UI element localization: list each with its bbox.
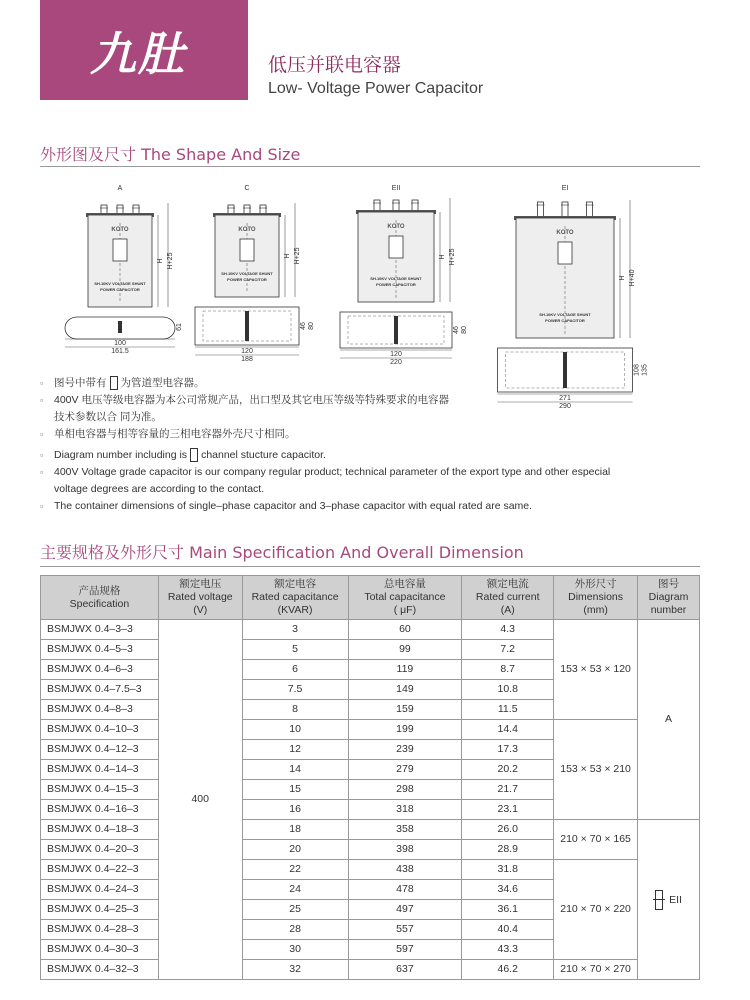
current-cell: 11.5 bbox=[462, 700, 554, 720]
model-cell: BSMJWX 0.4–20–3 bbox=[41, 840, 159, 860]
dimension-cell: 210 × 70 × 165 bbox=[554, 820, 638, 860]
note-line bbox=[40, 426, 660, 443]
mount-slot bbox=[394, 316, 398, 344]
capacitance-cell: 358 bbox=[348, 820, 462, 840]
dimension-label: 290 bbox=[559, 403, 571, 410]
nameplate-window bbox=[240, 239, 254, 261]
diagram-label: A bbox=[665, 713, 673, 725]
model-cell: BSMJWX 0.4–12–3 bbox=[41, 740, 159, 760]
diagram-label: EII bbox=[391, 185, 401, 192]
dimension-label: 271 bbox=[559, 395, 571, 402]
header-unit: (A) bbox=[500, 604, 515, 616]
brand-logo-text: 九肚 bbox=[90, 27, 186, 81]
note-text: Diagram number including is bbox=[54, 449, 188, 461]
note-text: channel stucture capacitor. bbox=[201, 449, 326, 461]
note-line-cont: 技术参数以合 同为准。 bbox=[54, 411, 162, 423]
kvar-cell: 32 bbox=[242, 960, 348, 980]
header-en: Dimensions bbox=[568, 591, 623, 603]
header-cn: 图号 bbox=[658, 578, 680, 590]
capacitance-cell: 199 bbox=[348, 720, 462, 740]
dimension-label: H+25 bbox=[449, 248, 456, 266]
header-en: Total capacitance bbox=[364, 591, 446, 603]
dimension-label: H bbox=[439, 254, 446, 260]
capacitance-cell: 597 bbox=[348, 940, 462, 960]
channel-capacitor-icon bbox=[190, 448, 198, 462]
mount-slot bbox=[245, 311, 249, 341]
model-cell: BSMJWX 0.4–32–3 bbox=[41, 960, 159, 980]
capacitance-cell: 438 bbox=[348, 860, 462, 880]
current-cell: 20.2 bbox=[462, 760, 554, 780]
model-cell: BSMJWX 0.4–7.5–3 bbox=[41, 680, 159, 700]
voltage-cell: 400 bbox=[158, 620, 242, 980]
brand-tag: KOTO bbox=[111, 227, 129, 233]
terminal-icon bbox=[587, 202, 593, 218]
column-header bbox=[462, 576, 554, 620]
dimension-label: 46 bbox=[300, 322, 307, 330]
header-en: Rated capacitance bbox=[251, 591, 339, 603]
model-cell: BSMJWX 0.4–5–3 bbox=[41, 640, 159, 660]
bullet-icon: ▫ bbox=[40, 501, 44, 511]
section-divider bbox=[40, 166, 700, 167]
current-cell: 46.2 bbox=[462, 960, 554, 980]
page-title-en: Low- Voltage Power Capacitor bbox=[268, 80, 484, 97]
model-cell: BSMJWX 0.4–22–3 bbox=[41, 860, 159, 880]
model-cell: BSMJWX 0.4–16–3 bbox=[41, 800, 159, 820]
kvar-cell: 22 bbox=[242, 860, 348, 880]
column-header bbox=[242, 576, 348, 620]
dimension-label: 80 bbox=[308, 322, 315, 330]
notes-block bbox=[40, 375, 660, 515]
capacitance-cell: 149 bbox=[348, 680, 462, 700]
dimension-label: 61 bbox=[176, 323, 183, 331]
kvar-cell: 20 bbox=[242, 840, 348, 860]
note-text: 单相电容器与相等容量的三相电容器外壳尺寸相同。 bbox=[54, 428, 296, 440]
note-line bbox=[40, 447, 660, 464]
diagram-label: EII bbox=[669, 893, 682, 906]
dimension-cell: 210 × 70 × 270 bbox=[554, 960, 638, 980]
dimension-label: 220 bbox=[390, 359, 402, 366]
column-header bbox=[348, 576, 462, 620]
note-line bbox=[40, 464, 660, 481]
capacitance-cell: 497 bbox=[348, 900, 462, 920]
column-header bbox=[41, 576, 159, 620]
kvar-cell: 18 bbox=[242, 820, 348, 840]
dimension-label: 80 bbox=[461, 326, 468, 334]
current-cell: 36.1 bbox=[462, 900, 554, 920]
table-row bbox=[41, 860, 700, 880]
header-cn: 产品规格 bbox=[78, 584, 121, 597]
spec-table bbox=[40, 575, 700, 980]
header-cn: 外形尺寸 bbox=[574, 578, 617, 590]
dimension-label: 120 bbox=[390, 351, 402, 358]
current-cell: 26.0 bbox=[462, 820, 554, 840]
header-cn: 额定电容 bbox=[274, 578, 317, 590]
header-unit: (V) bbox=[193, 604, 208, 616]
mount-slot bbox=[118, 321, 122, 333]
note-line bbox=[40, 375, 660, 392]
terminal-icon bbox=[562, 202, 568, 218]
table-row bbox=[41, 620, 700, 640]
table-row bbox=[41, 820, 700, 840]
nameplate-text: POWER CAPACITOR bbox=[376, 282, 416, 287]
diagram-cell bbox=[638, 820, 700, 980]
kvar-cell: 16 bbox=[242, 800, 348, 820]
model-cell: BSMJWX 0.4–24–3 bbox=[41, 880, 159, 900]
header-unit: ( μF) bbox=[393, 604, 417, 616]
kvar-cell: 5 bbox=[242, 640, 348, 660]
dimension-label: 100 bbox=[114, 340, 126, 347]
current-cell: 23.1 bbox=[462, 800, 554, 820]
kvar-cell: 12 bbox=[242, 740, 348, 760]
nameplate-window bbox=[558, 242, 572, 264]
shape-section-heading: 外形图及尺寸 The Shape And Size bbox=[40, 145, 301, 164]
dimension-cell: 153 × 53 × 120 bbox=[554, 620, 638, 720]
model-cell: BSMJWX 0.4–3–3 bbox=[41, 620, 159, 640]
capacitance-cell: 119 bbox=[348, 660, 462, 680]
kvar-cell: 30 bbox=[242, 940, 348, 960]
dimension-label: H bbox=[619, 275, 626, 281]
header-en: Rated current bbox=[475, 591, 540, 603]
capacitance-cell: 557 bbox=[348, 920, 462, 940]
dimension-label: H+25 bbox=[167, 252, 174, 270]
header-unit: (mm) bbox=[583, 604, 608, 616]
kvar-cell: 28 bbox=[242, 920, 348, 940]
nameplate-window bbox=[113, 239, 127, 261]
kvar-cell: 10 bbox=[242, 720, 348, 740]
column-header bbox=[554, 576, 638, 620]
header-en: Diagram bbox=[648, 591, 689, 603]
capacitance-cell: 99 bbox=[348, 640, 462, 660]
brand-tag: KOTO bbox=[387, 224, 405, 230]
note-text: 为管道型电容器。 bbox=[120, 377, 205, 389]
kvar-cell: 8 bbox=[242, 700, 348, 720]
current-cell: 28.9 bbox=[462, 840, 554, 860]
note-line bbox=[40, 392, 660, 409]
current-cell: 17.3 bbox=[462, 740, 554, 760]
note-text: 400V Voltage grade capacitor is our company regular product; technical parameter of the export type and other especial bbox=[54, 466, 611, 478]
terminal-icon bbox=[538, 202, 544, 218]
diagram-cell bbox=[638, 620, 700, 820]
diagram-label: A bbox=[117, 185, 123, 192]
kvar-cell: 6 bbox=[242, 660, 348, 680]
header-unit: (KVAR) bbox=[277, 604, 313, 616]
dimension-label: 135 bbox=[641, 364, 649, 376]
table-row bbox=[41, 720, 700, 740]
current-cell: 43.3 bbox=[462, 940, 554, 960]
capacitance-cell: 60 bbox=[348, 620, 462, 640]
header-cn: 额定电压 bbox=[179, 578, 222, 590]
capacitance-cell: 637 bbox=[348, 960, 462, 980]
model-cell: BSMJWX 0.4–10–3 bbox=[41, 720, 159, 740]
header-cn: 额定电流 bbox=[486, 578, 529, 590]
channel-capacitor-icon bbox=[110, 376, 118, 390]
model-cell: BSMJWX 0.4–6–3 bbox=[41, 660, 159, 680]
nameplate-text: POWER CAPACITOR bbox=[227, 277, 267, 282]
current-cell: 14.4 bbox=[462, 720, 554, 740]
kvar-cell: 3 bbox=[242, 620, 348, 640]
nameplate-text: POWER CAPACITOR bbox=[545, 318, 585, 323]
kvar-cell: 25 bbox=[242, 900, 348, 920]
nameplate-text: POWER CAPACITOR bbox=[100, 287, 140, 292]
brand-tag: KOTO bbox=[238, 227, 256, 233]
diagram-label: EI bbox=[561, 185, 569, 192]
page-title-cn: 低压并联电容器 bbox=[268, 54, 402, 76]
nameplate-text: SH.10KV VOLTAGE SHUNT bbox=[539, 312, 591, 317]
diagram-label: C bbox=[244, 185, 250, 192]
current-cell: 34.6 bbox=[462, 880, 554, 900]
bullet-icon: ▫ bbox=[40, 450, 44, 460]
bullet-icon: ▫ bbox=[40, 467, 44, 477]
model-cell: BSMJWX 0.4–18–3 bbox=[41, 820, 159, 840]
model-cell: BSMJWX 0.4–15–3 bbox=[41, 780, 159, 800]
dimension-label: 161.5 bbox=[111, 348, 129, 355]
capacitance-cell: 318 bbox=[348, 800, 462, 820]
header-en: Specification bbox=[69, 597, 130, 610]
dimension-label: H+40 bbox=[629, 269, 636, 287]
model-cell: BSMJWX 0.4–30–3 bbox=[41, 940, 159, 960]
current-cell: 7.2 bbox=[462, 640, 554, 660]
dimension-cell: 210 × 70 × 220 bbox=[554, 860, 638, 960]
note-text: The container dimensions of single–phase capacitor and 3–phase capacitor with equal rated are same. bbox=[54, 500, 533, 512]
dimension-label: 188 bbox=[241, 356, 253, 363]
dimension-label: H+25 bbox=[294, 247, 301, 265]
capacitance-cell: 298 bbox=[348, 780, 462, 800]
header-unit: number bbox=[650, 604, 687, 616]
model-cell: BSMJWX 0.4–8–3 bbox=[41, 700, 159, 720]
header-cn: 总电容量 bbox=[383, 578, 426, 590]
capacitance-cell: 398 bbox=[348, 840, 462, 860]
capacitance-cell: 239 bbox=[348, 740, 462, 760]
current-cell: 10.8 bbox=[462, 680, 554, 700]
dimension-label: H bbox=[284, 253, 291, 259]
note-line bbox=[40, 498, 660, 515]
section-divider bbox=[40, 566, 700, 567]
nameplate-text: SH.10KV VOLTAGE SHUNT bbox=[221, 271, 273, 276]
model-cell: BSMJWX 0.4–25–3 bbox=[41, 900, 159, 920]
channel-capacitor-icon bbox=[655, 890, 663, 910]
kvar-cell: 7.5 bbox=[242, 680, 348, 700]
kvar-cell: 15 bbox=[242, 780, 348, 800]
capacitance-cell: 159 bbox=[348, 700, 462, 720]
dimension-cell: 153 × 53 × 210 bbox=[554, 720, 638, 820]
dimension-label: H bbox=[157, 258, 164, 264]
dimension-label: 120 bbox=[241, 348, 253, 355]
note-text: 400V 电压等级电容器为本公司常规产品，出口型及其它电压等级等特殊要求的电容器 bbox=[54, 394, 449, 406]
brand-logo-panel bbox=[40, 0, 248, 100]
dimension-label: 46 bbox=[453, 326, 460, 334]
bullet-icon: ▫ bbox=[40, 378, 44, 388]
capacitance-cell: 478 bbox=[348, 880, 462, 900]
capacitance-cell: 279 bbox=[348, 760, 462, 780]
column-header bbox=[158, 576, 242, 620]
dimension-label: 108 bbox=[633, 364, 641, 376]
current-cell: 40.4 bbox=[462, 920, 554, 940]
model-cell: BSMJWX 0.4–28–3 bbox=[41, 920, 159, 940]
current-cell: 31.8 bbox=[462, 860, 554, 880]
spec-section-heading: 主要规格及外形尺寸 Main Specification And Overall Dimension bbox=[40, 543, 524, 562]
current-cell: 21.7 bbox=[462, 780, 554, 800]
note-line-cont: voltage degrees are according to the contact. bbox=[54, 483, 265, 495]
column-header bbox=[638, 576, 700, 620]
table-row bbox=[41, 960, 700, 980]
current-cell: 8.7 bbox=[462, 660, 554, 680]
nameplate-text: SH.10KV VOLTAGE SHUNT bbox=[370, 276, 422, 281]
bullet-icon: ▫ bbox=[40, 395, 44, 405]
model-cell: BSMJWX 0.4–14–3 bbox=[41, 760, 159, 780]
kvar-cell: 14 bbox=[242, 760, 348, 780]
nameplate-text: SH.10KV VOLTAGE SHUNT bbox=[94, 281, 146, 286]
brand-tag: KOTO bbox=[556, 230, 574, 236]
current-cell: 4.3 bbox=[462, 620, 554, 640]
bullet-icon: ▫ bbox=[40, 429, 44, 439]
note-text: 图号中带有 bbox=[54, 377, 107, 389]
kvar-cell: 24 bbox=[242, 880, 348, 900]
nameplate-window bbox=[389, 236, 403, 258]
header-en: Rated voltage bbox=[167, 591, 233, 603]
